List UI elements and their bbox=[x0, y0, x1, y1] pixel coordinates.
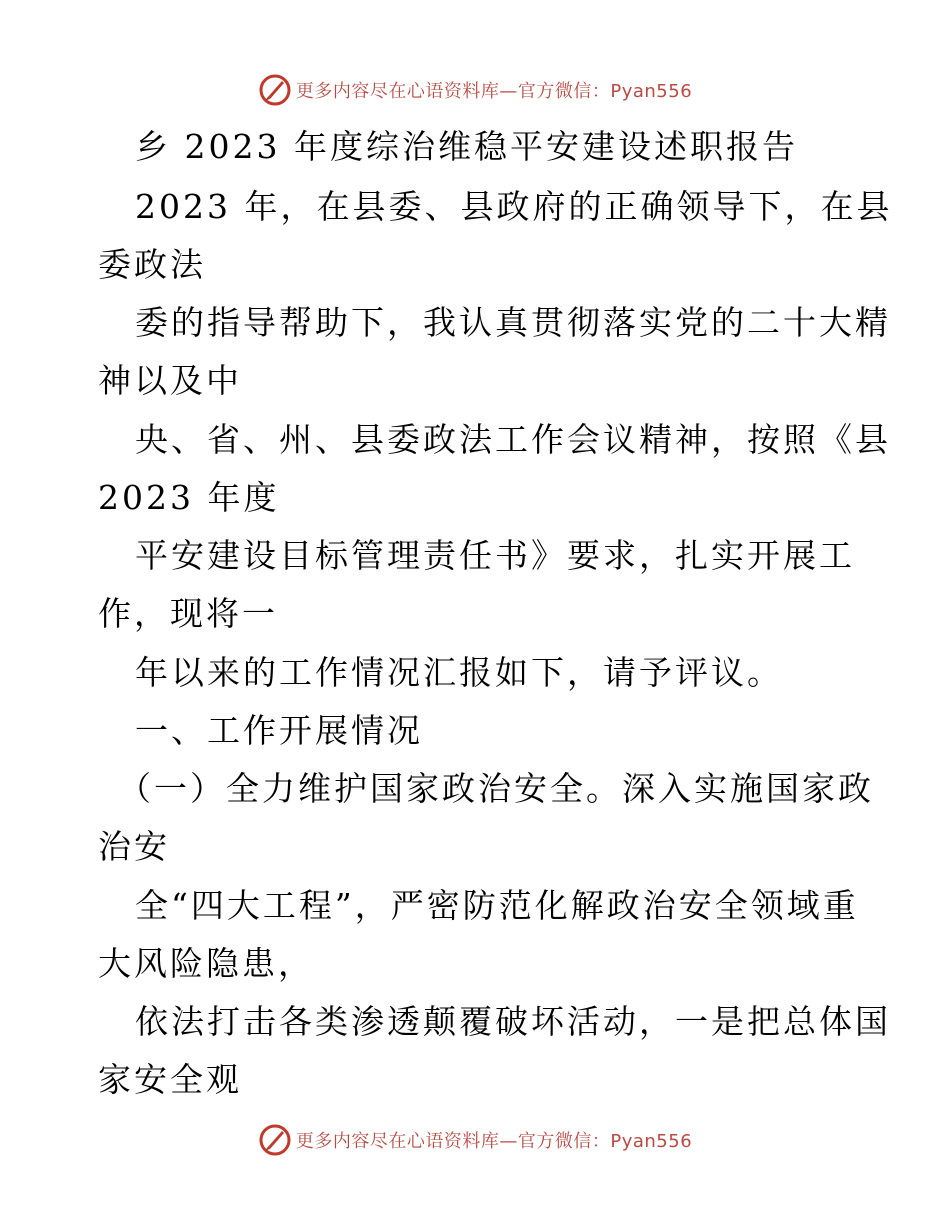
paragraph-line: 作，现将一 bbox=[98, 594, 278, 633]
watermark-wechat-id: Pyan556 bbox=[610, 81, 693, 102]
paragraph-line: 大风险隐患， bbox=[98, 944, 314, 983]
paragraph-line: 委的指导帮助下，我认真贯彻落实党的二十大精 bbox=[135, 303, 891, 342]
paragraph-line: 治安 bbox=[98, 827, 170, 866]
watermark-wechat-id: Pyan556 bbox=[610, 1131, 693, 1152]
paragraph-line: 2023 年，在县委、县政府的正确领导下，在县 bbox=[135, 187, 893, 226]
watermark-separator: — bbox=[499, 1131, 518, 1152]
watermark-brand: 更多内容尽在心语资料库 bbox=[295, 81, 500, 102]
paragraph-line: 全“四大工程”，严密防范化解政治安全领域重 bbox=[135, 886, 859, 925]
quill-logo-icon bbox=[258, 1123, 292, 1157]
paragraph-line: 年以来的工作情况汇报如下，请予评议。 bbox=[135, 653, 783, 692]
paragraph-line: （一）全力维护国家政治安全。深入实施国家政 bbox=[118, 769, 874, 808]
watermark-separator: — bbox=[499, 81, 518, 102]
paragraph-line: 平安建设目标管理责任书》要求，扎实开展工 bbox=[135, 536, 855, 575]
watermark-wechat-label: 官方微信： bbox=[517, 1131, 611, 1152]
document-title: 乡 2023 年度综治维稳平安建设述职报告 bbox=[135, 127, 798, 166]
paragraph-line: 委政法 bbox=[98, 245, 206, 284]
watermark-brand: 更多内容尽在心语资料库 bbox=[295, 1131, 500, 1152]
section-heading: 一、工作开展情况 bbox=[135, 711, 423, 750]
watermark-wechat-label: 官方微信： bbox=[517, 81, 611, 102]
paragraph-line: 2023 年度 bbox=[98, 478, 280, 517]
watermark-text bbox=[296, 1127, 692, 1153]
paragraph-line: 家安全观 bbox=[98, 1060, 242, 1099]
footer-watermark bbox=[0, 1123, 950, 1157]
paragraph-line: 依法打击各类渗透颠覆破坏活动，一是把总体国 bbox=[135, 1002, 891, 1041]
paragraph-line: 央、省、州、县委政法工作会议精神，按照《县 bbox=[135, 420, 891, 459]
paragraph-line: 神以及中 bbox=[98, 361, 242, 400]
